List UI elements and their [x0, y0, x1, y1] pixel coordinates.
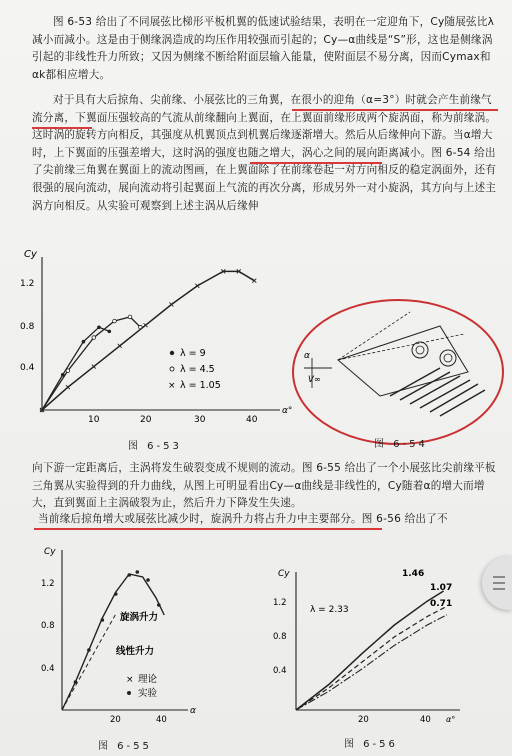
tick-label: 0.8 [41, 621, 55, 631]
highlight-underline-3 [250, 162, 382, 164]
data-point [108, 330, 112, 334]
delta-wing-outline [338, 326, 468, 396]
tick-label: 40 [156, 715, 167, 725]
paragraph-2: 对于具有大后掠角、尖前缘、小展弦比的三角翼，在很小的迎角（α=3°）时就会产生前缘气流分离，下翼面压强较高的气流从前缘翻向上翼面，在上翼面前缘形成两个旋涡面，称为前缘涡。这时涡的旋转方向相反，其强度从机翼顶点到机翼后缘逐渐增大。然后从后缘伸向下游。当α增大时，上下翼面的压强差增大，这时涡的强度也随之增大，涡心之间的展向距离减小。图 6-54 给出了尖前缘三角翼在翼面上的流动图画，在上翼面除了在前缘卷起一对方向相反的稳定涡面外，还有很强的展向流动，展向流动将引起翼面上气流的再次分离，形成另外一对小旋涡，其方向与上述主涡方向相反。从实验可观察到上述主涡从后缘伸 [32, 94, 497, 212]
legend-entry: λ = 4.5 [180, 364, 215, 375]
data-point [92, 336, 96, 340]
data-point [66, 385, 70, 389]
tick-label: 30 [194, 415, 206, 425]
vortex-core [416, 346, 424, 354]
highlight-underline-4 [34, 528, 382, 530]
paragraph-1: 图 6-53 给出了不同展弦比梯形平板机翼的低速试验结果，表明在一定迎角下，Cy随展弦比λ减小而减小。这是由于侧缘涡造成的均压作用较强而引起的；Cy—α曲线是“S”形，这也是侧缘涡引起的非线性升力所致；又因为侧缘不断给附面层输入能量，使附面层不易分离，因而Cymax和αk都相应增大。 [32, 16, 495, 81]
freestream-label: V∞ [308, 375, 321, 385]
vortex-core [440, 350, 456, 366]
x-axis-label: α [190, 706, 196, 716]
highlight-underline-1 [292, 109, 498, 111]
menu-line-icon [493, 588, 505, 590]
tick-label: 40 [420, 715, 431, 725]
figure-6-55 [38, 540, 200, 736]
figure-caption: 图 6-55 [98, 741, 152, 752]
data-point [127, 573, 131, 577]
paragraph-4: 当前缘后掠角增大或展弦比减少时，旋涡升力将占升力中主要部分。图 6-56 给出了不 [38, 513, 448, 525]
data-point [66, 369, 70, 373]
series-line [296, 615, 447, 710]
legend-entry: 理论 [138, 674, 158, 685]
data-point [144, 323, 148, 327]
figure-6-56 [270, 560, 470, 730]
legend-entry: 实验 [138, 688, 158, 699]
series-line [42, 327, 109, 410]
tick-label: 10 [88, 415, 100, 425]
data-point [92, 365, 96, 369]
data-point [74, 680, 78, 684]
tick-label: 0.8 [273, 632, 287, 642]
tick-label: 40 [246, 415, 258, 425]
alpha-label: α [304, 351, 310, 361]
legend-marker: × [126, 675, 134, 685]
x-axis-label: α° [446, 715, 456, 724]
annotation-linear-lift: 线性升力 [116, 646, 155, 657]
data-point [114, 592, 118, 596]
hatched-trailing-surface [390, 368, 485, 416]
highlight-underline-2 [32, 127, 92, 129]
figure-6-54 [290, 296, 506, 448]
data-point [128, 315, 132, 319]
vortex-core [444, 354, 452, 362]
legend-marker [170, 351, 174, 355]
figure-caption: 图 6-53 [128, 441, 182, 452]
x-axis-label: α° [282, 406, 293, 416]
data-point [97, 325, 101, 329]
data-point [157, 603, 161, 607]
y-axis-label: Cy [44, 547, 56, 557]
series-label: 1.07 [430, 583, 453, 593]
tick-label: 0.8 [20, 322, 35, 332]
tick-label: 20 [110, 715, 121, 725]
y-axis-label: Cy [24, 249, 37, 260]
data-point [113, 319, 117, 323]
series-line [42, 271, 254, 410]
red-highlight-circle [293, 300, 503, 444]
tick-label: 0.4 [20, 363, 35, 373]
legend-marker [127, 691, 131, 695]
legend-entry: λ = 9 [180, 348, 206, 359]
y-axis-label: Cy [278, 569, 290, 579]
scroll-handle-button[interactable] [482, 556, 512, 610]
menu-line-icon [493, 576, 505, 578]
legend-entry: λ = 1.05 [180, 380, 221, 391]
tick-label: 1.2 [20, 279, 35, 289]
data-point [82, 340, 86, 344]
series-line [296, 606, 447, 710]
tick-label: 1.2 [273, 598, 287, 608]
tick-label: 20 [140, 415, 152, 425]
tick-label: 1.2 [41, 579, 55, 589]
data-point [101, 618, 105, 622]
data-point [169, 302, 173, 306]
data-point [146, 578, 150, 582]
data-point [118, 344, 122, 348]
series-line [62, 614, 116, 710]
legend-marker [170, 367, 174, 371]
data-point [87, 648, 91, 652]
legend-marker: × [168, 381, 176, 391]
data-point [135, 570, 139, 574]
figure-6-53 [20, 245, 293, 445]
tick-label: 20 [358, 715, 369, 725]
series-label: 1.46 [402, 569, 425, 579]
series-label: λ = 2.33 [310, 605, 349, 615]
menu-line-icon [493, 582, 505, 584]
series-label: 0.71 [430, 599, 453, 609]
tick-label: 0.4 [41, 664, 55, 674]
tick-label: 0.4 [273, 666, 287, 676]
paragraph-3: 向下游一定距离后，主涡将发生破裂变成不规则的流动。图 6-55 给出了一个小展弦比尖前缘平板三角翼从实验得到的升力曲线，从图上可明显看出Cy—α曲线是非线性的，Cy随着α的增大而增大，直到翼面上主涡破裂为止，然后升力下降发生失速。 [32, 462, 496, 510]
vortex-core [412, 342, 428, 358]
figure-caption: 图 6-54 [374, 439, 428, 450]
annotation-vortex-lift: 旋涡升力 [120, 612, 159, 623]
figure-caption: 图 6-56 [344, 739, 398, 750]
